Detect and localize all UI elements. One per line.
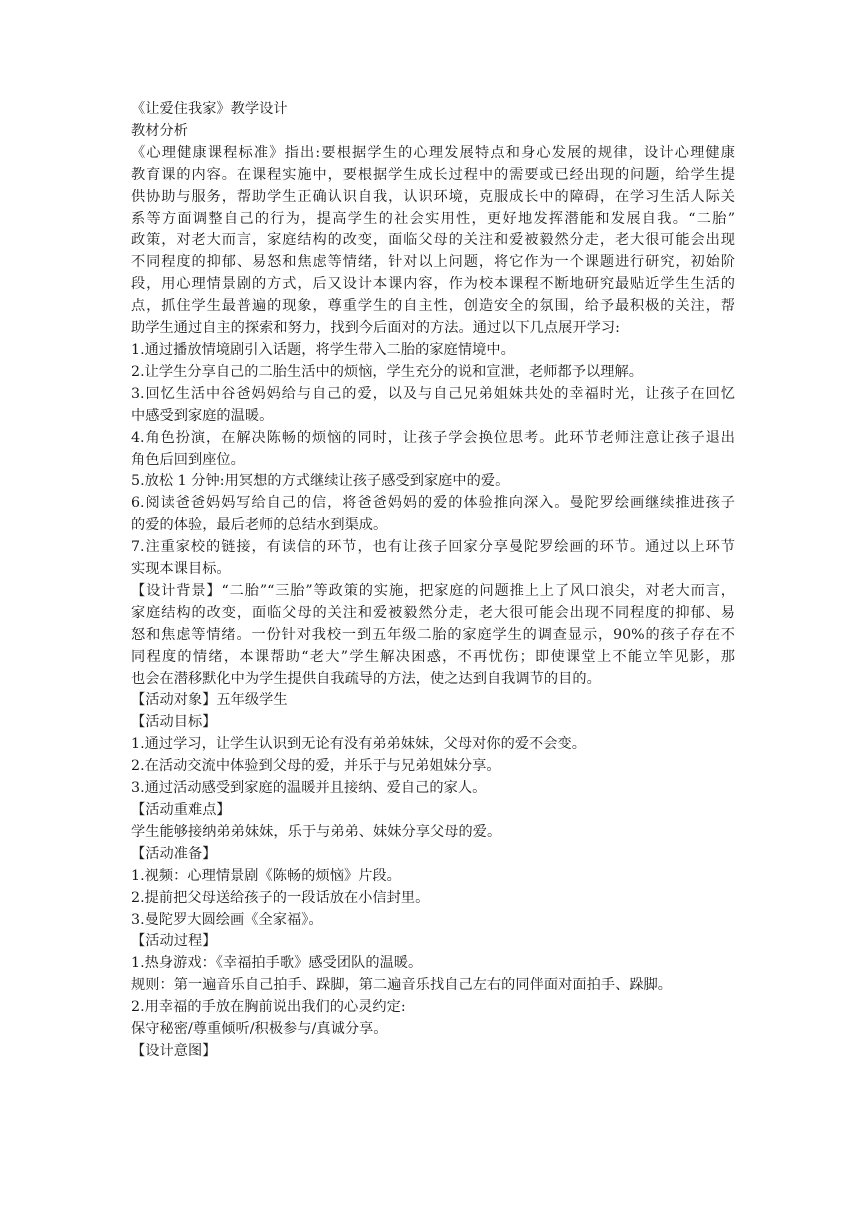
goal-item: 1.通过学习，让学生认识到无论有没有弟弟妹妹，父母对你的爱不会变。 [131,736,587,753]
key-difficulty-text: 学生能够接纳弟弟妹妹，乐于与弟弟、妹妹分享父母的爱。 [131,823,502,840]
activity-goals-heading: 【活动目标】 [131,714,217,731]
process-item: 2.用幸福的手放在胸前说出我们的心灵约定: [131,999,406,1016]
step-line: 1.通过播放情境剧引入话题，将学生带入二胎的家庭情境中。 [131,341,515,358]
background-line: 也会在潜移默化中为学生提供自我疏导的方法，使之达到自我调节的目的。 [131,670,601,687]
intro-line: 政策，对老大而言，家庭结构的改变，面临父母的关注和爱被毅然分走，老大很可能会出现 [131,232,735,249]
activity-target: 【活动对象】五年级学生 [131,692,288,709]
background-line: 家庭结构的改变，面临父母的关注和爱被毅然分走，老大很可能会出现不同程度的抑郁、易 [131,604,735,621]
process-heading: 【活动过程】 [131,933,217,950]
step-line: 实现本课目标。 [131,561,231,578]
intro-line: 不同程度的抑郁、易怒和焦虑等情绪，针对以上问题，将它作为一个课题进行研究，初始阶 [131,254,735,271]
preparation-item: 3.曼陀罗大圆绘画《全家福》。 [131,911,323,928]
step-line: 2.让学生分享自己的二胎生活中的烦恼，学生充分的说和宣泄，老师都予以理解。 [131,363,643,380]
preparation-item: 2.提前把父母送给孩子的一段话放在小信封里。 [131,889,430,906]
goal-item: 2.在活动交流中体验到父母的爱，并乐于与兄弟姐妹分享。 [131,758,501,775]
step-line: 5.放松 1 分钟:用冥想的方式继续让孩子感受到家庭中的爱。 [131,473,510,490]
step-line: 4.角色扮演，在解决陈畅的烦恼的同时，让孩子学会换位思考。此环节老师注意让孩子退出 [131,429,735,446]
key-difficulty-heading: 【活动重难点】 [131,802,231,818]
activity-sections [131,690,735,1062]
design-intent-heading: 【设计意图】 [131,1042,217,1059]
intro-line: 供协助与服务，帮助学生正确认识自我，认识环境，克服成长中的障碍，在学习生活人际关 [131,188,735,205]
step-line: 中感受到家庭的温暖。 [131,407,274,424]
intro-line: 段，用心理情景剧的方式，后又设计本课内容，作为校本课程不断地研究最贴近学生生活的 [131,276,735,293]
intro-line: 教育课的内容。在课程实施中，要根据学生成长过程中的需要或已经出现的问题，给学生提 [131,166,735,183]
preparation-item: 1.视频：心理情景剧《陈畅的烦恼》片段。 [131,867,401,884]
document-title: 《让爱住我家》教学设计 [131,101,288,117]
intro-line: 《心理健康课程标准》指出:要根据学生的心理发展特点和身心发展的规律，设计心理健康 [131,144,735,161]
preparation-heading: 【活动准备】 [131,845,217,862]
step-line: 角色后回到座位。 [131,451,245,468]
step-line: 7.注重家校的链接，有读信的环节，也有让孩子回家分享曼陀罗绘画的环节。通过以上环节 [131,539,735,556]
steps-list [131,340,735,581]
section-heading-materials: 教材分析 [131,122,188,139]
step-line: 3.回忆生活中谷爸妈妈给与自己的爱，以及与自己兄弟姐妹共处的幸福时光，让孩子在回忆 [131,385,735,402]
process-rule: 规则：第一遍音乐自己拍手、跺脚，第二遍音乐找自己左右的同伴面对面拍手、跺脚。 [131,977,673,994]
process-agreement: 保守秘密/尊重倾听/积极参与/真诚分享。 [131,1021,388,1038]
background-line: 怒和焦虑等情绪。一份针对我校一到五年级二胎的家庭学生的调查显示，90%的孩子存在不 [131,626,735,643]
step-line: 的爱的体验，最后老师的总结水到渠成。 [131,517,388,534]
intro-line: 点，抓住学生最普遍的现象，尊重学生的自主性，创造安全的氛围，给予最积极的关注，帮 [131,298,735,315]
design-background-paragraph [131,581,735,691]
document-page [131,99,735,1063]
intro-line: 助学生通过自主的探索和努力，找到今后面对的方法。通过以下几点展开学习: [131,320,620,337]
intro-line: 系等方面调整自己的行为，提高学生的社会实用性，更好地发挥潜能和发展自我。“二胎” [131,210,735,227]
step-line: 6.阅读爸爸妈妈写给自己的信，将爸爸妈妈的爱的体验推向深入。曼陀罗绘画继续推进孩子 [131,495,735,512]
background-line: 【设计背景】“二胎”“三胎”等政策的实施，把家庭的问题推上上了风口浪尖，对老大而言， [131,582,735,599]
process-item: 1.热身游戏：《幸福拍手歌》感受团队的温暖。 [131,955,423,972]
goal-item: 3.通过活动感受到家庭的温暖并且接纳、爱自己的家人。 [131,780,487,797]
background-line: 同程度的情绪，本课帮助“老大”学生解决困惑，不再忧伤；即使课堂上不能立竿见影，那 [131,648,735,665]
intro-paragraph [131,143,735,340]
